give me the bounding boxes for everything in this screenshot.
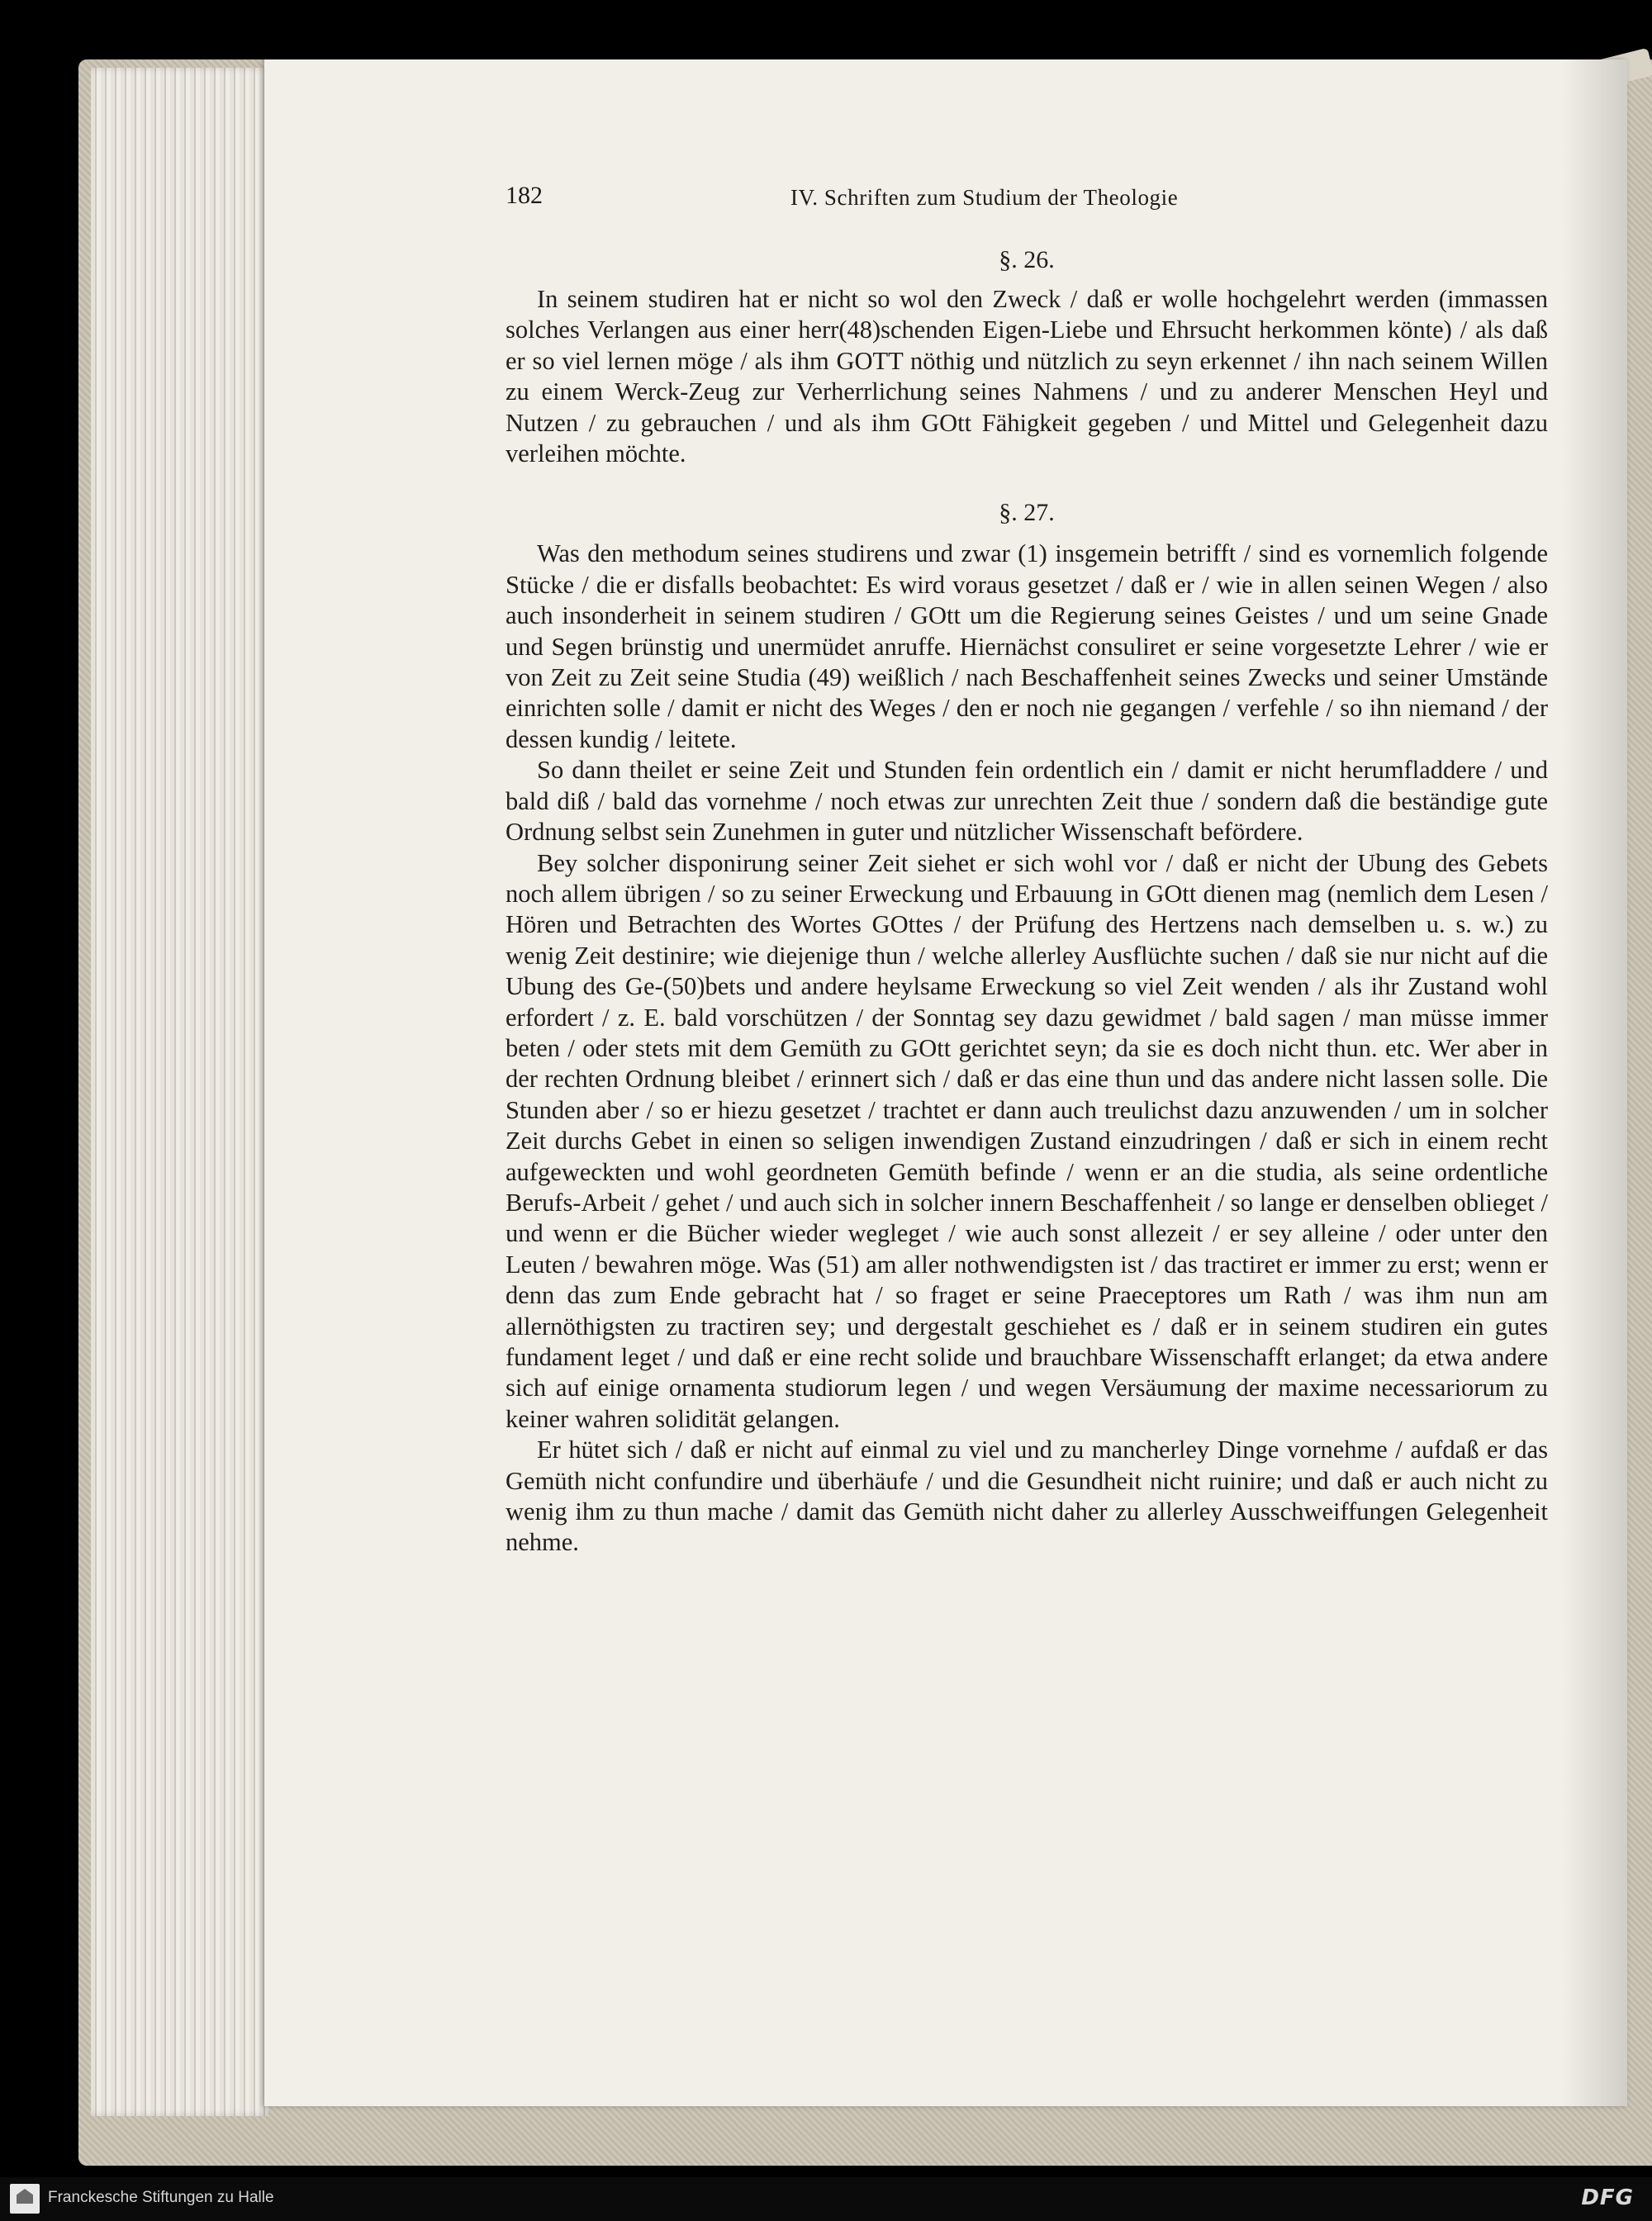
paragraph-27-3: Bey solcher disponirung seiner Zeit siehet er sich wohl vor / daß er nicht der Ubung des Gebets noch allem übrigen / so zu seiner Erweckung und Erbauung in GOtt dienen mag (nemlich dem Lesen / Hören und Betrachten des Wortes GOttes / der Prüfung des Hertzens nach demselben u. s. w.) zu wenig Zeit destinire; wie diejenige thun / welche allerley Ausflüchte suchen / daß sie nur nicht auf die Ubung des Ge-(50)bets und andere heylsame Erweckung so viel Zeit wenden / als ihr Zustand wohl erfordert / z. E. bald vorschützen / der Sonntag sey dazu gewidmet / bald sagen / man müsse immer beten / oder stets mit dem Gemüth zu GOtt gerichtet seyn; da sie es doch nicht thun. etc. Wer aber in der rechten Ordnung bleibet / erinnert sich / daß er das eine thun und das andere nicht lassen solle. Die Stunden aber / so er hiezu gesetzet / trachtet er dann auch treulichst dazu anzuwenden / um in solcher Zeit durchs Gebet in einen so seligen inwendigen Zustand einzudringen / daß er sich in einem recht aufgeweckten und wohl geordneten Gemüth befinde / wenn er an die studia, als seine ordentliche Berufs-Arbeit / gehet / und auch sich in solcher innern Beschaffenheit / so lange er denselben oblieget / und wenn er die Bücher wieder wegleget / wie auch sonst allezeit / er sey alleine / oder unter den Leuten / bewahren möge. Was (51) am aller nothwendigsten ist / das tractiret er immer zu erst; wenn er denn das zum Ende gebracht hat / so fraget er seine Praeceptores um Rath / was ihm nun am allernöthigsten zu tractiren sey; und dergestalt geschiehet es / daß er in seinem studiren ein gutes fundament leget / und daß er eine recht solide und brauchbare Wissenschafft erlanget; da etwa andere sich auf einige ornamenta studiorum legen / und wegen Versäumung der maxime necessariorum zu keiner wahren solidität gelangen. (506, 848, 1548, 1433)
page-number: 182 (506, 182, 543, 209)
page-edges (91, 68, 268, 2116)
section-heading-27: §. 27. (999, 499, 1055, 527)
footer-source: Franckesche Stiftungen zu Halle (48, 2189, 274, 2206)
viewer-footer (0, 2177, 1652, 2221)
text-block (506, 240, 1548, 1559)
paragraph-26-1: In seinem studiren hat er nicht so wol den Zweck / daß er wolle hochgelehrt werden (immassen solches Verlangen aus einer herr(48)schenden Eigen-Liebe und Ehrsucht herkommen könte) / als daß er so viel lernen möge / als ihm GOTT nöthig und nützlich zu seyn erkennet / ihn nach seinem Willen zu einem Werck-Zeug zur Verherrlichung seines Nahmens / und zu anderer Menschen Heyl und Nutzen / zu gebrauchen / und als ihm GOtt Fähigkeit gegeben / und Mittel und Gelegenheit dazu verleihen möchte. (506, 285, 1548, 468)
dfg-logo: DFG (1581, 2185, 1634, 2210)
institution-logo-icon (10, 2184, 40, 2214)
paragraph-27-1: Was den methodum seines studirens und zwar (1) insgemein betrifft / sind es vornemlich folgende Stücke / die er disfalls beobachtet: Es wird voraus gesetzet / daß er / wie in allen seinen Wegen / also auch insonderheit in seinem studiren / GOtt um die Regierung seines Geistes / und um seine Gnade und Segen brünstig und unermüdet anruffe. Hiernächst consuliret er seine vorgesetzte Lehrer / wie er von Zeit zu Zeit seine Studia (49) weißlich / nach Beschaffenheit seines Zwecks und seiner Umstände einrichten solle / damit er nicht des Weges / den er noch nie gegangen / verfehle / so ihn niemand / der dessen kundig / leitete. (506, 539, 1548, 753)
section-heading-26: §. 26. (999, 246, 1055, 273)
paragraph-27-4: Er hütet sich / daß er nicht auf einmal zu viel und zu mancherley Dinge vornehme / aufdaß er das Gemüth nicht confundire und überhäufe / und die Gesundheit nicht ruinire; und daß er auch nicht zu wenig ihm zu thun mache / damit das Gemüth nicht daher zu allerley Ausschweiffungen Gelegenheit nehme. (506, 1436, 1548, 1557)
running-head (506, 182, 1555, 223)
running-head-title: IV. Schriften zum Studium der Theologie (790, 185, 1179, 210)
paragraph-27-2: So dann theilet er seine Zeit und Stunden fein ordentlich ein / damit er nicht herumfladdere / und bald diß / bald das vornehme / noch etwas zur unrechten Zeit thue / sondern daß die beständige gute Ordnung selbst sein Zunehmen in guter und nützlicher Wissenschaft befördere. (506, 756, 1548, 847)
